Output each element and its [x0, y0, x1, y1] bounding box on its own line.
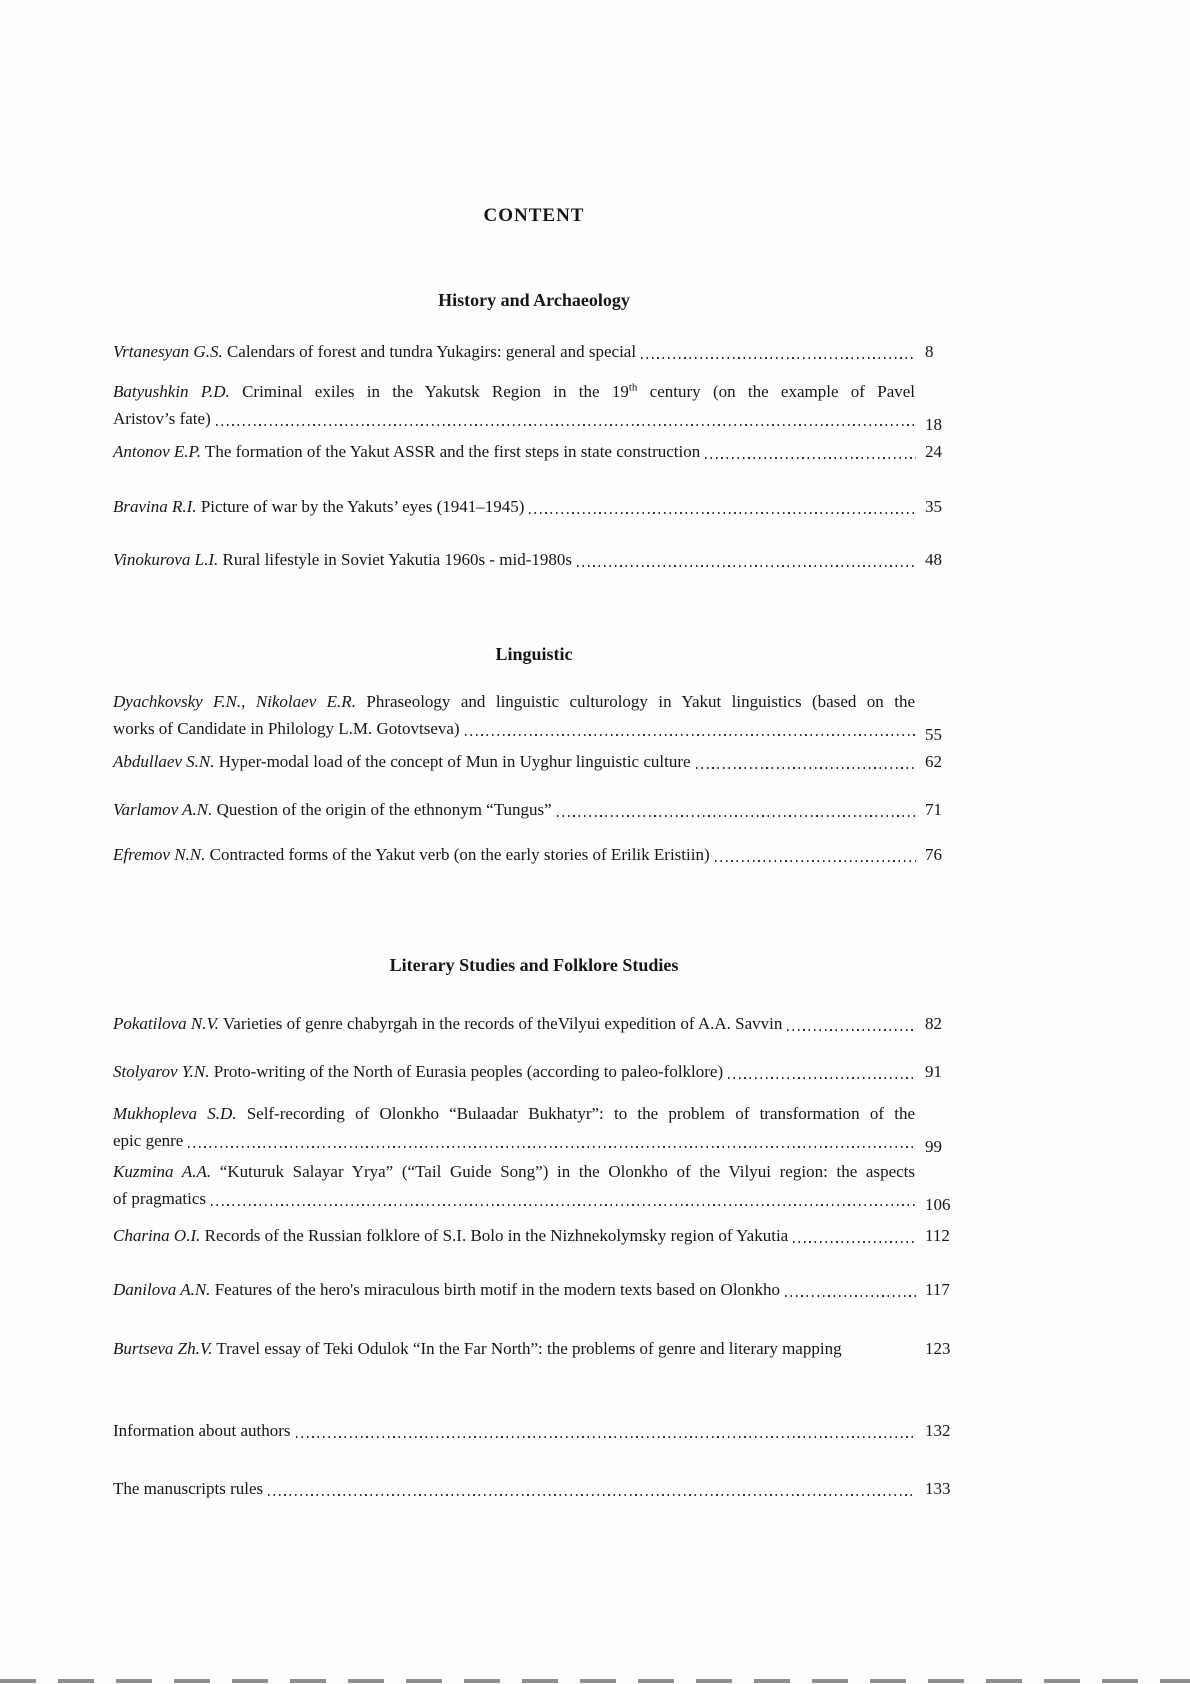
- entry-text: Information about authors: [113, 1421, 291, 1440]
- entry-line2: [113, 715, 955, 742]
- section-heading: Literary Studies and Folklore Studies: [389, 955, 679, 975]
- dotted-leader: [641, 357, 916, 359]
- entry-author: Vrtanesyan G.S.: [113, 342, 223, 361]
- toc-entry: [113, 841, 955, 868]
- page-number: 76: [925, 845, 942, 864]
- toc-entry: [113, 796, 955, 823]
- toc-entry: [113, 748, 955, 775]
- entry-text: Pokatilova N.V. Varieties of genre chabyrgah in the records of theVilyui expedition of A.A. Savvin: [113, 1014, 783, 1033]
- entry-line2-text: epic genre: [113, 1131, 184, 1150]
- entry-line1: Batyushkin P.D. Criminal exiles in the Yakutsk Region in the 19th century (on the example of Pavel: [113, 381, 916, 401]
- entry-text: Charina O.I. Records of the Russian folklore of S.I. Bolo in the Nizhnekolymsky region of Yakutia: [113, 1226, 789, 1245]
- entry-author: Kuzmina A.A.: [113, 1162, 212, 1181]
- entry-line2-text: Aristov’s fate): [113, 409, 211, 428]
- content-column: [113, 0, 955, 1502]
- entry-author: Burtseva Zh.V.: [113, 1339, 213, 1358]
- toc-footer-items: [113, 1417, 955, 1502]
- toc-entry: [113, 546, 955, 573]
- entry-text: Vinokurova L.I. Rural lifestyle in Soviet Yakutia 1960s - mid-1980s: [113, 550, 572, 569]
- page-number: 99: [925, 1137, 942, 1156]
- entry-author: Varlamov A.N.: [113, 800, 213, 819]
- entry-line2: [113, 1127, 955, 1154]
- dotted-leader: [188, 1146, 916, 1148]
- dotted-leader: [577, 565, 916, 567]
- toc-entry: [113, 493, 955, 520]
- page-number: 133: [925, 1479, 951, 1498]
- toc-section: [113, 288, 955, 573]
- page-number: 106: [925, 1195, 951, 1214]
- page-number: 82: [925, 1014, 942, 1033]
- toc-entry: [113, 338, 955, 365]
- toc-entry: [113, 1475, 955, 1502]
- page-number: 62: [925, 752, 942, 771]
- entry-line2: [113, 1185, 955, 1212]
- page-number: 117: [925, 1280, 950, 1299]
- entry-author: Mukhopleva S.D.: [113, 1104, 237, 1123]
- page-number: 55: [925, 725, 942, 744]
- dotted-leader: [268, 1494, 916, 1496]
- entry-author: Abdullaev S.N.: [113, 752, 215, 771]
- page-number: 35: [925, 497, 942, 516]
- entry-text: Antonov E.P. The formation of the Yakut ASSR and the first steps in state construction: [113, 442, 701, 461]
- page-title: CONTENT: [483, 205, 585, 226]
- dotted-leader: [728, 1077, 916, 1079]
- dotted-leader: [557, 815, 916, 817]
- dotted-leader: [696, 767, 916, 769]
- page-number: 91: [925, 1062, 942, 1081]
- entry-text: Bravina R.I. Picture of war by the Yakuts’ eyes (1941–1945): [113, 497, 525, 516]
- section-entries: [113, 338, 955, 573]
- dotted-leader: [785, 1295, 916, 1297]
- entry-author: Efremov N.N.: [113, 845, 206, 864]
- section-heading: Linguistic: [495, 644, 573, 664]
- entry-text: Efremov N.N. Contracted forms of the Yakut verb (on the early stories of Erilik Eristiin): [113, 845, 710, 864]
- entry-author: Danilova A.N.: [113, 1280, 211, 1299]
- toc-entry: [113, 1058, 955, 1085]
- toc-entry: [113, 438, 955, 465]
- dotted-leader: [529, 512, 916, 514]
- entry-author: Dyachkovsky F.N., Nikolaev E.R.: [113, 692, 356, 711]
- section-entries: [113, 1010, 955, 1362]
- entry-author: Stolyarov Y.N.: [113, 1062, 210, 1081]
- entry-text: Danilova A.N. Features of the hero's miraculous birth motif in the modern texts based on Olonkho: [113, 1280, 781, 1299]
- entry-author: Batyushkin P.D.: [113, 382, 230, 401]
- dotted-leader: [296, 1436, 916, 1438]
- toc-entry: [113, 1276, 955, 1303]
- entry-author: Bravina R.I.: [113, 497, 197, 516]
- toc-entry: [113, 1335, 955, 1362]
- scan-edge-artifact: [0, 1679, 1190, 1683]
- entry-text: Varlamov A.N. Question of the origin of the ethnonym “Tungus”: [113, 800, 552, 819]
- entry-author: Charina O.I.: [113, 1226, 201, 1245]
- page-number: 71: [925, 800, 942, 819]
- page-number: 48: [925, 550, 942, 569]
- entry-line1: Dyachkovsky F.N., Nikolaev E.R. Phraseology and linguistic culturology in Yakut linguistics (based on the: [113, 692, 916, 711]
- dotted-leader: [793, 1241, 916, 1243]
- dotted-leader: [847, 1354, 916, 1356]
- toc-section: [113, 953, 955, 1362]
- page-number: 18: [925, 415, 942, 434]
- toc-entry: [113, 1417, 955, 1444]
- toc-entry: [113, 1100, 955, 1154]
- toc-entry: [113, 1222, 955, 1249]
- section-entries: [113, 688, 955, 868]
- toc-entry: [113, 378, 955, 432]
- page-number: 24: [925, 442, 942, 461]
- entry-text: Vrtanesyan G.S. Calendars of forest and tundra Yukagirs: general and special: [113, 342, 637, 361]
- page-number: 132: [925, 1421, 951, 1440]
- dotted-leader: [211, 1204, 916, 1206]
- toc-entry: [113, 688, 955, 742]
- toc-section: [113, 642, 955, 868]
- page-number: 8: [925, 342, 934, 361]
- toc-sections: [113, 288, 955, 1362]
- entry-author: Vinokurova L.I.: [113, 550, 219, 569]
- entry-text: The manuscripts rules: [113, 1479, 264, 1498]
- entry-author: Antonov E.P.: [113, 442, 201, 461]
- entry-text: Abdullaev S.N. Hyper-modal load of the concept of Mun in Uyghur linguistic culture: [113, 752, 691, 771]
- entry-text: Burtseva Zh.V. Travel essay of Teki Odulok “In the Far North”: the problems of genre and literary mapping: [113, 1339, 842, 1358]
- page-number: 123: [925, 1339, 951, 1358]
- entry-line2-text: of pragmatics: [113, 1189, 206, 1208]
- toc-entry: [113, 1158, 955, 1212]
- entry-line1: Mukhopleva S.D. Self-recording of Olonkho “Bulaadar Bukhatyr”: to the problem of transformation of the: [113, 1104, 915, 1123]
- entry-line2-text: works of Candidate in Philology L.M. Gotovtseva): [113, 719, 460, 738]
- entry-author: Pokatilova N.V.: [113, 1014, 219, 1033]
- entry-line2: [113, 405, 955, 432]
- dotted-leader: [216, 424, 916, 426]
- dotted-leader: [705, 457, 916, 459]
- page-number: 112: [925, 1226, 950, 1245]
- dotted-leader: [465, 734, 916, 736]
- entry-line1: Kuzmina A.A. “Kuturuk Salayar Yrya” (“Tail Guide Song”) in the Olonkho of the Vilyui region: the aspects: [113, 1162, 916, 1181]
- toc-entry: [113, 1010, 955, 1037]
- entry-text: Stolyarov Y.N. Proto-writing of the North of Eurasia peoples (according to paleo-folklore): [113, 1062, 724, 1081]
- superscript-ordinal: th: [628, 381, 638, 394]
- section-heading: History and Archaeology: [438, 290, 630, 310]
- dotted-leader: [787, 1029, 916, 1031]
- dotted-leader: [715, 860, 916, 862]
